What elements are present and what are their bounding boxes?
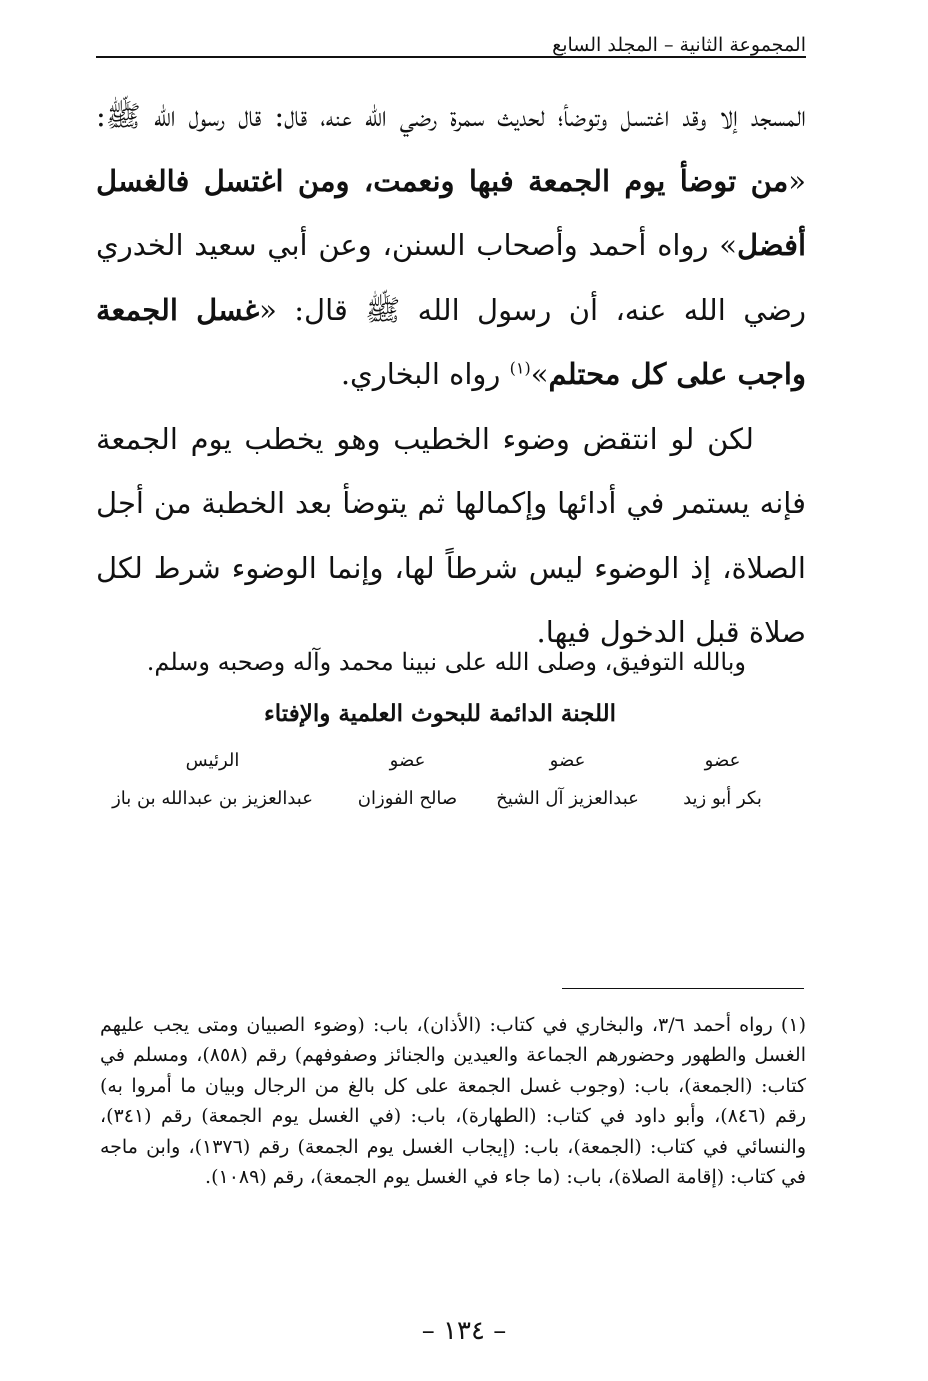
main-text (96, 84, 806, 665)
footnote-text: (١) رواه أحمد ٣/٦، والبخاري في كتاب: (الأذان)، باب: (وضوء الصبيان ومتى يجب عليهم الغسل والطهور وحضورهم الجماعة والعيدين والجنائز وصفوفهم) رقم (٨٥٨)، ومسلم في كتاب: (الجمعة)، باب: (وجوب غسل الجمعة على كل بالغ من الرجال وبيان ما أمروا به) رقم (٨٤٦)، وأبو داود في كتاب: (الطهارة)، باب: (في الغسل يوم الجمعة) رقم (٣٤١)، والنسائي في كتاب: (الجمعة)، باب: (إيجاب الغسل يوم الجمعة) رقم (١٣٧٦)، وابن ماجه في كتاب: (إقامة الصلاة)، باب: (ما جاء في الغسل يوم الجمعة)، رقم (١٠٨٩). (100, 1014, 806, 1189)
signatory-name: صالح الفوزان (357, 788, 458, 809)
signatory-role: عضو (549, 750, 586, 771)
signatory-name: عبدالعزيز بن عبدالله بن باز (112, 788, 313, 809)
committee-name: اللجنة الدائمة للبحوث العلمية والإفتاء (263, 700, 617, 727)
paragraph-1-text-b: » رواه أحمد وأصحاب السنن، وعن أبي سعيد الخدري رضي الله عنه، أن رسول الله ﷺ قال: « (96, 228, 806, 327)
paragraph-1 (96, 84, 806, 407)
signatory-name: عبدالعزيز آل الشيخ (496, 788, 639, 809)
footnote-rule (562, 988, 804, 989)
signatory-role: عضو (389, 750, 426, 771)
header-title: المجموعة الثانية – المجلد السابع (546, 34, 806, 56)
signatory-role: عضو (704, 750, 741, 771)
signatories (100, 746, 800, 809)
paragraph-1-text-c: » (530, 357, 549, 391)
signatory-role: الرئيس (185, 750, 240, 771)
paragraph-1-text-d: رواه البخاري. (340, 357, 510, 391)
signatory (100, 746, 325, 809)
header-rule (96, 56, 806, 58)
signatory (325, 746, 490, 809)
paragraph-2: لكن لو انتقض وضوء الخطيب وهو يخطب يوم الجمعة فإنه يستمر في أدائها وإكمالها ثم يتوضأ بعد الخطبة من أجل الصلاة، إذ الوضوء ليس شرطاً لها، وإنما الوضوء شرط لكل صلاة قبل الدخول فيها. (96, 421, 806, 649)
paragraph-1-text-a: المسجد إلا وقد اغتسل وتوضأ؛ لحديث سمرة رضي الله عنه، قال: قال رسول الله ﷺ: « (96, 99, 806, 198)
footnote-marker: (١) (509, 358, 531, 378)
signatory (645, 746, 800, 809)
signatory-name: بكر أبو زيد (683, 788, 762, 809)
signatory (490, 746, 645, 809)
closing-line: وبالله التوفيق، وصلى الله على نبينا محمد وآله وصحبه وسلم. (146, 648, 746, 676)
page-number: – ١٣٤ – (421, 1316, 507, 1346)
running-header (96, 28, 806, 68)
footnote (100, 1010, 806, 1192)
hadith-quote-2: غسل الجمعة واجب على كل محتلم (96, 292, 806, 391)
hadith-quote-1: من توضأ يوم الجمعة فبها ونعمت، ومن اغتسل فالغسل أفضل (96, 163, 806, 262)
